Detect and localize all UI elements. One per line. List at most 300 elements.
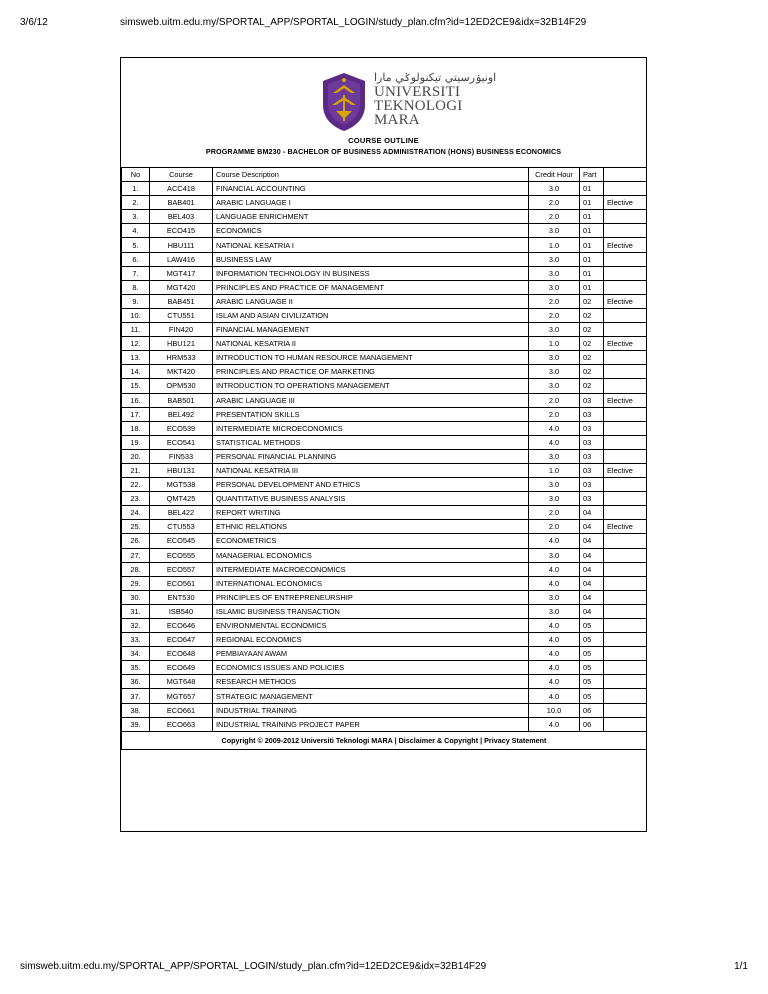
- credit-hour: 2.0: [529, 210, 580, 224]
- part-number: 05: [580, 661, 604, 675]
- course-description: PRINCIPLES AND PRACTICE OF MANAGEMENT: [213, 280, 529, 294]
- copyright-row: [122, 731, 647, 749]
- header-no: No: [122, 168, 150, 182]
- course-code: ECO541: [150, 435, 213, 449]
- table-row: [122, 562, 647, 576]
- credit-hour: 3.0: [529, 590, 580, 604]
- course-note: [604, 266, 647, 280]
- part-number: 02: [580, 365, 604, 379]
- course-description: ARABIC LANGUAGE III: [213, 393, 529, 407]
- course-description: ENVIRONMENTAL ECONOMICS: [213, 619, 529, 633]
- credit-hour: 3.0: [529, 252, 580, 266]
- table-row: [122, 252, 647, 266]
- course-code: MGT648: [150, 675, 213, 689]
- row-number: 15.: [122, 379, 150, 393]
- part-number: 01: [580, 238, 604, 252]
- privacy-statement-link[interactable]: Privacy Statement: [484, 735, 547, 745]
- course-code: ECO545: [150, 534, 213, 548]
- row-number: 4.: [122, 224, 150, 238]
- course-note: Elective: [604, 393, 647, 407]
- part-number: 04: [580, 506, 604, 520]
- course-description: STATISTICAL METHODS: [213, 435, 529, 449]
- course-code: ECO561: [150, 576, 213, 590]
- credit-hour: 4.0: [529, 689, 580, 703]
- row-number: 25.: [122, 520, 150, 534]
- course-note: [604, 619, 647, 633]
- row-number: 37.: [122, 689, 150, 703]
- credit-hour: 4.0: [529, 562, 580, 576]
- course-code: HBU131: [150, 463, 213, 477]
- part-number: 06: [580, 717, 604, 731]
- course-code: ECO663: [150, 717, 213, 731]
- credit-hour: 4.0: [529, 717, 580, 731]
- table-row: [122, 633, 647, 647]
- credit-hour: 3.0: [529, 548, 580, 562]
- row-number: 7.: [122, 266, 150, 280]
- course-code: MGT417: [150, 266, 213, 280]
- credit-hour: 3.0: [529, 323, 580, 337]
- course-note: [604, 703, 647, 717]
- part-number: 03: [580, 421, 604, 435]
- part-number: 05: [580, 647, 604, 661]
- credit-hour: 4.0: [529, 661, 580, 675]
- credit-hour: 10.0: [529, 703, 580, 717]
- row-number: 14.: [122, 365, 150, 379]
- uitm-logo: [319, 71, 497, 133]
- row-number: 5.: [122, 238, 150, 252]
- course-code: FIN420: [150, 323, 213, 337]
- programme-title: PROGRAMME BM230 - BACHELOR OF BUSINESS ADMINISTRATION (HONS) BUSINESS ECONOMICS: [205, 147, 562, 156]
- part-number: 04: [580, 604, 604, 618]
- course-description: REPORT WRITING: [213, 506, 529, 520]
- course-note: Elective: [604, 520, 647, 534]
- table-row: [122, 492, 647, 506]
- credit-hour: 3.0: [529, 266, 580, 280]
- row-number: 20.: [122, 449, 150, 463]
- course-description: INTERNATIONAL ECONOMICS: [213, 576, 529, 590]
- header-part: Part: [580, 168, 604, 182]
- credit-hour: 3.0: [529, 449, 580, 463]
- course-note: [604, 351, 647, 365]
- course-note: [604, 590, 647, 604]
- course-description: NATIONAL KESATRIA III: [213, 463, 529, 477]
- part-number: 04: [580, 534, 604, 548]
- course-code: ACC418: [150, 182, 213, 196]
- course-note: [604, 492, 647, 506]
- credit-hour: 3.0: [529, 492, 580, 506]
- course-description: MANAGERIAL ECONOMICS: [213, 548, 529, 562]
- copyright-separator: |: [480, 735, 483, 745]
- course-code: BEL403: [150, 210, 213, 224]
- row-number: 31.: [122, 604, 150, 618]
- row-number: 27.: [122, 548, 150, 562]
- logo-jawi-text: اونيۏرسيتي تيکنولوݢي مارا: [374, 71, 497, 84]
- table-row: [122, 308, 647, 322]
- print-header: [20, 17, 748, 33]
- table-row: [122, 703, 647, 717]
- table-row: [122, 689, 647, 703]
- table-row: [122, 619, 647, 633]
- course-description: LANGUAGE ENRICHMENT: [213, 210, 529, 224]
- course-description: INTRODUCTION TO HUMAN RESOURCE MANAGEMENT: [213, 351, 529, 365]
- part-number: 04: [580, 548, 604, 562]
- part-number: 04: [580, 576, 604, 590]
- table-row: [122, 351, 647, 365]
- course-note: [604, 224, 647, 238]
- credit-hour: 3.0: [529, 182, 580, 196]
- credit-hour: 2.0: [529, 407, 580, 421]
- credit-hour: 2.0: [529, 294, 580, 308]
- row-number: 38.: [122, 703, 150, 717]
- course-code: BAB401: [150, 196, 213, 210]
- row-number: 36.: [122, 675, 150, 689]
- course-code: MGT657: [150, 689, 213, 703]
- credit-hour: 3.0: [529, 604, 580, 618]
- table-row: [122, 576, 647, 590]
- part-number: 01: [580, 182, 604, 196]
- row-number: 1.: [122, 182, 150, 196]
- table-row: [122, 506, 647, 520]
- part-number: 03: [580, 492, 604, 506]
- credit-hour: 3.0: [529, 379, 580, 393]
- course-description: ISLAM AND ASIAN CIVILIZATION: [213, 308, 529, 322]
- course-code: ECO415: [150, 224, 213, 238]
- course-code: ECO648: [150, 647, 213, 661]
- course-note: [604, 562, 647, 576]
- course-description: STRATEGIC MANAGEMENT: [213, 689, 529, 703]
- course-note: [604, 689, 647, 703]
- credit-hour: 2.0: [529, 308, 580, 322]
- course-note: [604, 647, 647, 661]
- course-outline-title: COURSE OUTLINE: [348, 136, 419, 145]
- course-description: PRINCIPLES AND PRACTICE OF MARKETING: [213, 365, 529, 379]
- course-note: Elective: [604, 196, 647, 210]
- print-page-number: 1/1: [734, 961, 748, 972]
- credit-hour: 4.0: [529, 619, 580, 633]
- course-description: FINANCIAL MANAGEMENT: [213, 323, 529, 337]
- part-number: 06: [580, 703, 604, 717]
- course-note: [604, 717, 647, 731]
- credit-hour: 2.0: [529, 520, 580, 534]
- part-number: 01: [580, 252, 604, 266]
- table-row: [122, 661, 647, 675]
- part-number: 03: [580, 435, 604, 449]
- print-footer-url: simsweb.uitm.edu.my/SPORTAL_APP/SPORTAL_LOGIN/study_plan.cfm?id=12ED2CE9&idx=32B14F29: [20, 961, 487, 972]
- course-code: ECO539: [150, 421, 213, 435]
- course-description: ECONOMICS ISSUES AND POLICIES: [213, 661, 529, 675]
- part-number: 01: [580, 266, 604, 280]
- course-code: LAW416: [150, 252, 213, 266]
- course-note: [604, 604, 647, 618]
- course-note: [604, 365, 647, 379]
- course-description: ECONOMETRICS: [213, 534, 529, 548]
- course-code: ENT530: [150, 590, 213, 604]
- credit-hour: 4.0: [529, 576, 580, 590]
- part-number: 02: [580, 323, 604, 337]
- course-description: PEMBIAYAAN AWAM: [213, 647, 529, 661]
- course-note: [604, 407, 647, 421]
- logo-line-2: TEKNOLOGI: [374, 98, 463, 114]
- course-code: QMT425: [150, 492, 213, 506]
- course-description: INTERMEDIATE MICROECONOMICS: [213, 421, 529, 435]
- course-description: NATIONAL KESATRIA II: [213, 337, 529, 351]
- table-row: [122, 463, 647, 477]
- row-number: 35.: [122, 661, 150, 675]
- study-plan-frame: [120, 57, 647, 832]
- credit-hour: 3.0: [529, 280, 580, 294]
- course-code: ECO555: [150, 548, 213, 562]
- table-row: [122, 379, 647, 393]
- row-number: 23.: [122, 492, 150, 506]
- table-row: [122, 435, 647, 449]
- row-number: 12.: [122, 337, 150, 351]
- credit-hour: 4.0: [529, 633, 580, 647]
- part-number: 01: [580, 210, 604, 224]
- part-number: 05: [580, 619, 604, 633]
- part-number: 04: [580, 520, 604, 534]
- row-number: 3.: [122, 210, 150, 224]
- course-description: INTERMEDIATE MACROECONOMICS: [213, 562, 529, 576]
- credit-hour: 4.0: [529, 421, 580, 435]
- copyright-text: Copyright © 2009-2012 Universiti Teknologi MARA |: [221, 735, 397, 745]
- row-number: 26.: [122, 534, 150, 548]
- course-note: [604, 675, 647, 689]
- course-code: ISB540: [150, 604, 213, 618]
- table-row: [122, 717, 647, 731]
- course-description: PRESENTATION SKILLS: [213, 407, 529, 421]
- course-code: BEL492: [150, 407, 213, 421]
- credit-hour: 3.0: [529, 478, 580, 492]
- row-number: 39.: [122, 717, 150, 731]
- course-note: Elective: [604, 337, 647, 351]
- part-number: 03: [580, 449, 604, 463]
- table-row: [122, 182, 647, 196]
- table-row: [122, 534, 647, 548]
- table-row: [122, 520, 647, 534]
- row-number: 9.: [122, 294, 150, 308]
- course-code: ECO649: [150, 661, 213, 675]
- print-url: simsweb.uitm.edu.my/SPORTAL_APP/SPORTAL_LOGIN/study_plan.cfm?id=12ED2CE9&idx=32B14F29: [120, 17, 587, 28]
- course-description: PRINCIPLES OF ENTREPRENEURSHIP: [213, 590, 529, 604]
- course-description: INDUSTRIAL TRAINING: [213, 703, 529, 717]
- course-code: FIN533: [150, 449, 213, 463]
- table-row: [122, 407, 647, 421]
- table-row: [122, 590, 647, 604]
- print-footer: [20, 961, 748, 977]
- part-number: 01: [580, 196, 604, 210]
- part-number: 03: [580, 407, 604, 421]
- credit-hour: 1.0: [529, 337, 580, 351]
- credit-hour: 1.0: [529, 238, 580, 252]
- credit-hour: 2.0: [529, 506, 580, 520]
- row-number: 24.: [122, 506, 150, 520]
- credit-hour: 3.0: [529, 351, 580, 365]
- copyright-cell: [122, 731, 647, 749]
- credit-hour: 2.0: [529, 393, 580, 407]
- course-note: [604, 661, 647, 675]
- row-number: 34.: [122, 647, 150, 661]
- credit-hour: 4.0: [529, 675, 580, 689]
- row-number: 21.: [122, 463, 150, 477]
- part-number: 02: [580, 308, 604, 322]
- course-code: ECO647: [150, 633, 213, 647]
- table-row: [122, 323, 647, 337]
- table-row: [122, 280, 647, 294]
- part-number: 02: [580, 337, 604, 351]
- table-row: [122, 294, 647, 308]
- course-code: BEL422: [150, 506, 213, 520]
- part-number: 05: [580, 633, 604, 647]
- course-description: REGIONAL ECONOMICS: [213, 633, 529, 647]
- uitm-crest-icon: [319, 71, 369, 133]
- row-number: 18.: [122, 421, 150, 435]
- row-number: 17.: [122, 407, 150, 421]
- course-note: [604, 435, 647, 449]
- table-row: [122, 675, 647, 689]
- part-number: 04: [580, 590, 604, 604]
- row-number: 19.: [122, 435, 150, 449]
- credit-hour: 3.0: [529, 365, 580, 379]
- course-description: INTRODUCTION TO OPERATIONS MANAGEMENT: [213, 379, 529, 393]
- course-code: ECO661: [150, 703, 213, 717]
- course-code: CTU551: [150, 308, 213, 322]
- course-description: ECONOMICS: [213, 224, 529, 238]
- course-description: ISLAMIC BUSINESS TRANSACTION: [213, 604, 529, 618]
- header-note: [604, 168, 647, 182]
- course-note: [604, 534, 647, 548]
- course-note: Elective: [604, 463, 647, 477]
- table-row: [122, 266, 647, 280]
- header-description: Course Description: [213, 168, 529, 182]
- course-description: ARABIC LANGUAGE I: [213, 196, 529, 210]
- course-description: FINANCIAL ACCOUNTING: [213, 182, 529, 196]
- table-header-row: [122, 168, 647, 182]
- row-number: 13.: [122, 351, 150, 365]
- table-row: [122, 238, 647, 252]
- course-description: ARABIC LANGUAGE II: [213, 294, 529, 308]
- course-description: PERSONAL FINANCIAL PLANNING: [213, 449, 529, 463]
- part-number: 01: [580, 224, 604, 238]
- header-credit-hour: Credit Hour: [529, 168, 580, 182]
- course-note: [604, 252, 647, 266]
- row-number: 32.: [122, 619, 150, 633]
- row-number: 22.: [122, 478, 150, 492]
- course-note: [604, 478, 647, 492]
- table-row: [122, 224, 647, 238]
- row-number: 29.: [122, 576, 150, 590]
- course-note: [604, 506, 647, 520]
- course-code: OPM530: [150, 379, 213, 393]
- part-number: 02: [580, 351, 604, 365]
- part-number: 05: [580, 675, 604, 689]
- course-code: MKT420: [150, 365, 213, 379]
- disclaimer-link[interactable]: Disclaimer & Copyright: [398, 735, 479, 745]
- course-note: Elective: [604, 294, 647, 308]
- course-description: INFORMATION TECHNOLOGY IN BUSINESS: [213, 266, 529, 280]
- logo-line-3: MARA: [374, 112, 420, 128]
- table-row: [122, 337, 647, 351]
- row-number: 6.: [122, 252, 150, 266]
- course-description: INDUSTRIAL TRAINING PROJECT PAPER: [213, 717, 529, 731]
- course-note: [604, 421, 647, 435]
- row-number: 8.: [122, 280, 150, 294]
- course-code: MGT420: [150, 280, 213, 294]
- course-code: CTU553: [150, 520, 213, 534]
- study-plan-table: [121, 167, 647, 750]
- credit-hour: 4.0: [529, 534, 580, 548]
- row-number: 33.: [122, 633, 150, 647]
- part-number: 01: [580, 280, 604, 294]
- course-note: [604, 576, 647, 590]
- row-number: 10.: [122, 308, 150, 322]
- course-note: [604, 308, 647, 322]
- course-code: ECO557: [150, 562, 213, 576]
- row-number: 2.: [122, 196, 150, 210]
- course-note: [604, 548, 647, 562]
- course-note: [604, 210, 647, 224]
- credit-hour: 2.0: [529, 196, 580, 210]
- table-row: [122, 604, 647, 618]
- print-date: 3/6/12: [20, 17, 48, 28]
- part-number: 02: [580, 379, 604, 393]
- credit-hour: 3.0: [529, 224, 580, 238]
- credit-hour: 4.0: [529, 647, 580, 661]
- part-number: 03: [580, 393, 604, 407]
- course-description: PERSONAL DEVELOPMENT AND ETHICS: [213, 478, 529, 492]
- study-plan-body: [122, 182, 647, 732]
- row-number: 11.: [122, 323, 150, 337]
- course-description: QUANTITATIVE BUSINESS ANALYSIS: [213, 492, 529, 506]
- header-course: Course: [150, 168, 213, 182]
- table-row: [122, 196, 647, 210]
- course-code: BAB501: [150, 393, 213, 407]
- part-number: 03: [580, 463, 604, 477]
- part-number: 03: [580, 478, 604, 492]
- credit-hour: 4.0: [529, 435, 580, 449]
- course-note: [604, 323, 647, 337]
- part-number: 05: [580, 689, 604, 703]
- course-code: ECO646: [150, 619, 213, 633]
- part-number: 04: [580, 562, 604, 576]
- course-description: ETHNIC RELATIONS: [213, 520, 529, 534]
- course-note: [604, 280, 647, 294]
- course-note: [604, 633, 647, 647]
- course-code: MGT538: [150, 478, 213, 492]
- row-number: 28.: [122, 562, 150, 576]
- course-code: HBU111: [150, 238, 213, 252]
- row-number: 16.: [122, 393, 150, 407]
- course-code: HRM533: [150, 351, 213, 365]
- part-number: 02: [580, 294, 604, 308]
- table-row: [122, 393, 647, 407]
- course-description: BUSINESS LAW: [213, 252, 529, 266]
- table-row: [122, 365, 647, 379]
- course-code: BAB451: [150, 294, 213, 308]
- table-row: [122, 210, 647, 224]
- course-note: Elective: [604, 238, 647, 252]
- credit-hour: 1.0: [529, 463, 580, 477]
- course-description: RESEARCH METHODS: [213, 675, 529, 689]
- course-note: [604, 379, 647, 393]
- table-row: [122, 548, 647, 562]
- logo-line-1: UNIVERSITI: [374, 84, 461, 100]
- course-description: NATIONAL KESATRIA I: [213, 238, 529, 252]
- table-row: [122, 421, 647, 435]
- course-note: [604, 449, 647, 463]
- table-row: [122, 478, 647, 492]
- row-number: 30.: [122, 590, 150, 604]
- table-row: [122, 647, 647, 661]
